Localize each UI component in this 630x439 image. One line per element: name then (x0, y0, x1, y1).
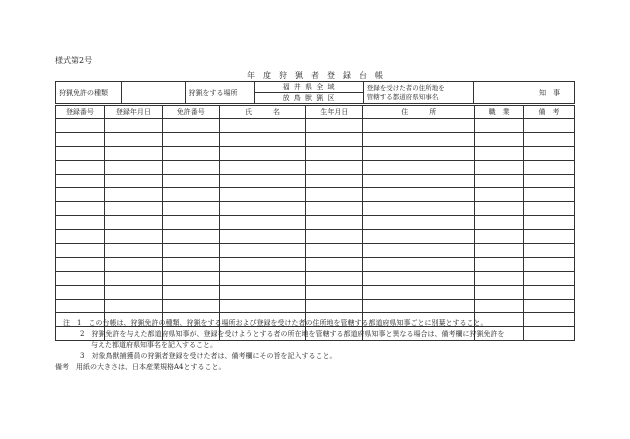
table-cell (363, 244, 475, 258)
table-cell (219, 202, 306, 216)
table-row (56, 216, 575, 230)
table-cell (524, 257, 575, 271)
table-cell (363, 299, 475, 313)
table-cell (363, 257, 475, 271)
table-cell (104, 119, 162, 133)
table-cell (219, 271, 306, 285)
table-cell (475, 244, 524, 258)
table-cell (104, 174, 162, 188)
table-cell (306, 299, 363, 313)
table-cell (363, 119, 475, 133)
table-cell (56, 146, 105, 160)
table-cell (104, 285, 162, 299)
table-cell (306, 216, 363, 230)
table-cell (104, 216, 162, 230)
table-cell (219, 299, 306, 313)
table-cell (524, 244, 575, 258)
table-cell (524, 230, 575, 244)
table-cell (363, 132, 475, 146)
table-cell (524, 119, 575, 133)
table-cell (306, 244, 363, 258)
note-2-cont: 与えた都道府県知事名を記入すること。 (91, 341, 217, 349)
table-cell (162, 244, 219, 258)
table-cell (219, 160, 306, 174)
table-cell (524, 174, 575, 188)
table-cell (306, 119, 363, 133)
table-cell (219, 257, 306, 271)
table-cell (104, 257, 162, 271)
table-cell (475, 188, 524, 202)
table-cell (56, 299, 105, 313)
governor-label-line-1: 登録を受けた者の住所地を (366, 83, 445, 92)
governor-value: 知 事 (539, 88, 561, 97)
table-cell (475, 299, 524, 313)
column-header: 生年月日 (306, 106, 363, 119)
table-row (56, 188, 575, 202)
table-cell (363, 174, 475, 188)
table-row (56, 174, 575, 188)
license-type-label: 狩猟免許の種類 (56, 82, 122, 103)
table-cell (56, 285, 105, 299)
table-cell (104, 271, 162, 285)
table-cell (162, 271, 219, 285)
table-cell (162, 132, 219, 146)
remarks: 備考 用紙の大きさは、日本産業規格A4とすること。 (55, 363, 226, 371)
table-cell (475, 271, 524, 285)
table-cell (219, 285, 306, 299)
table-cell (162, 160, 219, 174)
table-cell (162, 299, 219, 313)
table-cell (306, 174, 363, 188)
table-cell (306, 146, 363, 160)
table-cell (56, 230, 105, 244)
table-row (56, 257, 575, 271)
table-cell (306, 230, 363, 244)
table-cell (524, 146, 575, 160)
table-cell (363, 285, 475, 299)
table-body (56, 119, 575, 341)
table-cell (475, 230, 524, 244)
page-title: 年 度 狩 猟 者 登 録 台 帳 (247, 71, 383, 80)
table-cell (524, 299, 575, 313)
table-header-row (56, 106, 575, 119)
table-cell (475, 202, 524, 216)
table-row (56, 132, 575, 146)
table-cell (162, 119, 219, 133)
table-cell (104, 188, 162, 202)
register-table (55, 105, 575, 341)
table-cell (475, 160, 524, 174)
column-header: 登録番号 (56, 106, 105, 119)
table-cell (524, 132, 575, 146)
table-cell (104, 230, 162, 244)
table-cell (162, 188, 219, 202)
table-row (56, 244, 575, 258)
table-cell (524, 160, 575, 174)
table-cell (162, 202, 219, 216)
table-cell (363, 230, 475, 244)
table-cell (524, 216, 575, 230)
table-cell (162, 174, 219, 188)
table-cell (104, 202, 162, 216)
table-cell (56, 188, 105, 202)
table-cell (306, 285, 363, 299)
table-cell (475, 216, 524, 230)
table-cell (104, 244, 162, 258)
register-header (55, 81, 575, 104)
table-cell (56, 216, 105, 230)
table-cell (524, 285, 575, 299)
governor-label-line-2: 管轄する都道府県知事名 (366, 92, 439, 101)
form-number: 様式第2号 (55, 56, 93, 65)
table-cell (306, 160, 363, 174)
table-cell (219, 216, 306, 230)
table-cell (56, 271, 105, 285)
table-cell (162, 285, 219, 299)
area-line-1: 福 井 県 全 域 (255, 82, 363, 93)
table-cell (363, 216, 475, 230)
table-cell (104, 299, 162, 313)
note-1: 注 1 この台帳は、狩猟免許の種類、狩猟をする場所および登録を受けた者の住所地を管轄する都道府県知事ごとに別葉とすること。 (63, 319, 488, 327)
table-cell (162, 230, 219, 244)
table-cell (104, 160, 162, 174)
table-row (56, 202, 575, 216)
hunting-area (255, 82, 364, 103)
table-cell (524, 188, 575, 202)
area-line-2: 放 鳥 獣 猟 区 (282, 94, 336, 102)
table-cell (162, 146, 219, 160)
table-cell (162, 257, 219, 271)
table-cell (56, 160, 105, 174)
table-cell (363, 160, 475, 174)
table-cell (475, 146, 524, 160)
hunting-place-label: 狩猟をする場所 (186, 82, 256, 103)
table-row (56, 119, 575, 133)
table-cell (104, 146, 162, 160)
table-cell (56, 244, 105, 258)
table-cell (219, 188, 306, 202)
table-cell (363, 202, 475, 216)
table-cell (363, 146, 475, 160)
note-2: 2 狩猟免許を与えた都道府県知事が、登録を受けようとする者の所在地を管轄する都道府県知事と異なる場合は、備考欄に狩猟免許を (80, 330, 505, 338)
table-cell (219, 244, 306, 258)
table-cell (219, 119, 306, 133)
table-cell (475, 257, 524, 271)
table-cell (306, 132, 363, 146)
table-row (56, 299, 575, 313)
table-cell (524, 202, 575, 216)
table-cell (475, 174, 524, 188)
table-cell (475, 119, 524, 133)
notes (55, 318, 583, 373)
table-cell (56, 174, 105, 188)
table-cell (363, 271, 475, 285)
table-row (56, 160, 575, 174)
table-cell (56, 132, 105, 146)
table-row (56, 146, 575, 160)
table-cell (219, 132, 306, 146)
table-cell (56, 119, 105, 133)
table-cell (306, 271, 363, 285)
table-cell (306, 188, 363, 202)
column-header: 職 業 (475, 106, 524, 119)
table-cell (475, 285, 524, 299)
table-cell (219, 174, 306, 188)
table-row (56, 285, 575, 299)
column-header: 備 考 (524, 106, 575, 119)
governor-label (364, 82, 475, 103)
table-cell (524, 271, 575, 285)
table-cell (219, 146, 306, 160)
table-cell (56, 257, 105, 271)
table-cell (219, 230, 306, 244)
table-row (56, 230, 575, 244)
table-row (56, 271, 575, 285)
table-cell (306, 257, 363, 271)
column-header: 免許番号 (162, 106, 219, 119)
table-cell (475, 132, 524, 146)
column-header: 住 所 (363, 106, 475, 119)
table-cell (306, 202, 363, 216)
column-header: 氏 名 (219, 106, 306, 119)
table-cell (104, 132, 162, 146)
table-cell (56, 202, 105, 216)
note-3: 3 対象鳥獣捕獲員の狩猟者登録を受けた者は、備考欄にその旨を記入すること。 (80, 352, 337, 360)
table-cell (363, 188, 475, 202)
table-cell (162, 216, 219, 230)
license-type-value (122, 82, 186, 103)
column-header: 登録年月日 (104, 106, 162, 119)
